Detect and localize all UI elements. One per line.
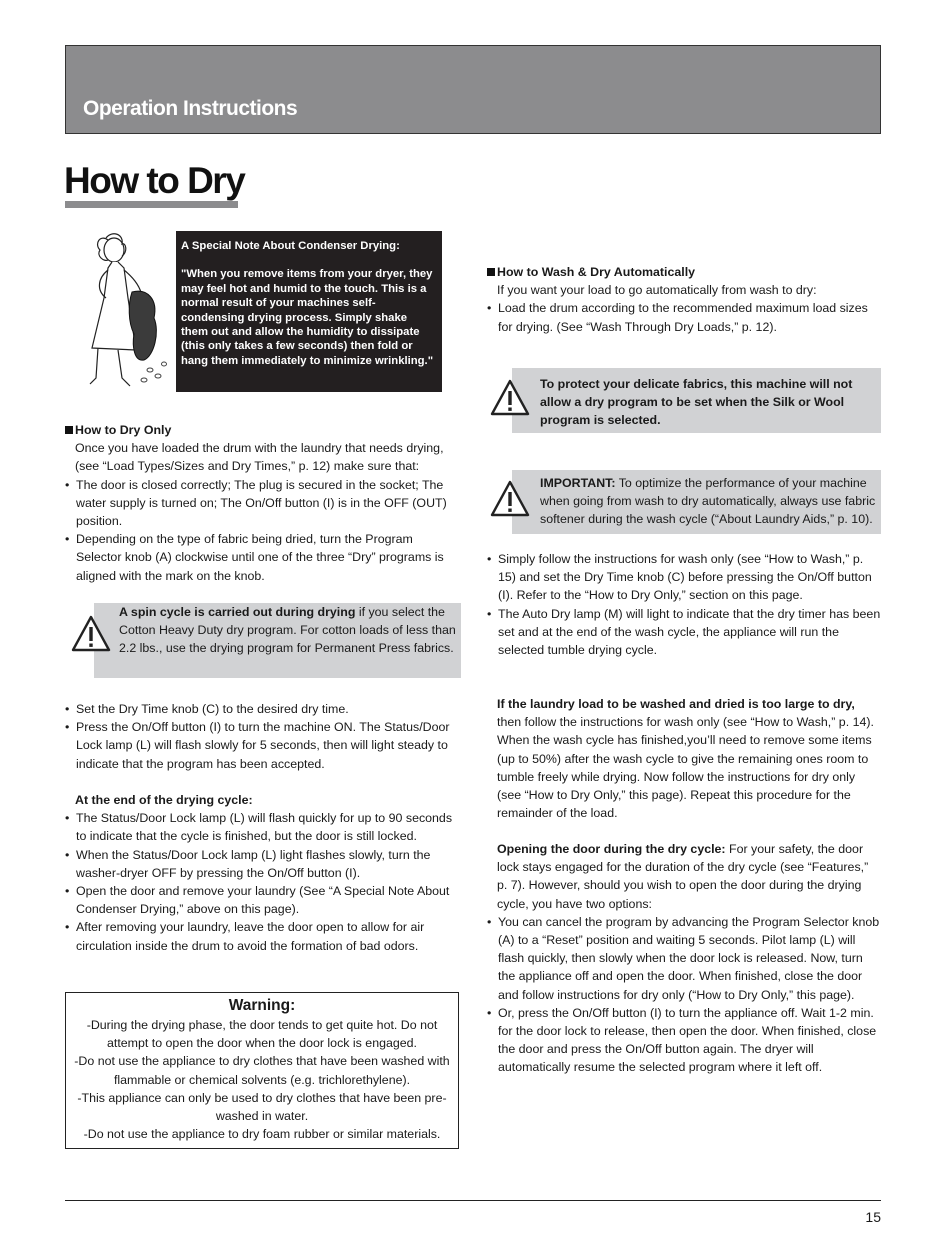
caution-text: if you select the Cotton Heavy Duty dry program. For cotton loads of less than 2.2 lbs., use the drying program for Permanent Press fabrics. [119,605,456,656]
special-note-body: "When you remove items from your dryer, they may feel hot and humid to the touch. This is a normal result of your machines self-condensing drying process. Simply shake them out and allow the humidity to dissipate (this only takes a few seconds) then fold or hang them immediately to minimize wrinkling." [181,268,434,367]
warning-triangle-icon [489,378,531,418]
delicate-fabrics-caution [512,368,881,433]
warning-line: -Do not use the appliance to dry clothes that have been washed with flammable or chemical solvents (e.g. trichlorethylene). [74,1054,450,1087]
spin-cycle-caution [94,603,461,678]
caution-text: To protect your delicate fabrics, this machine will not allow a dry program to be set when the Silk or Wool program is selected. [540,377,853,428]
list-item: • Load the drum according to the recommended maximum load sizes for drying. (See “Wash Through Dry Loads,” p. 12). [487,299,881,335]
end-of-cycle-heading: At the end of the drying cycle: [75,793,253,807]
list-item: • Or, press the On/Off button (I) to turn the appliance off. Wait 1-2 min. for the door lock to release, then open the door. When finished, close the door and press the On/Off button again. The dryer will automatically resume the selected program where it left off. [487,1004,881,1077]
warning-box [65,992,459,1149]
warning-line: -Do not use the appliance to dry foam rubber or similar materials. [83,1127,441,1142]
dry-only-section [65,421,461,585]
list-item: • When the Status/Door Lock lamp (L) light flashes slowly, turn the washer-dryer OFF by pressing the On/Off button (I). [65,846,461,882]
dry-time-steps [65,700,461,773]
section-title: Operation Instructions [83,97,298,120]
list-item: • Set the Dry Time knob (C) to the desired dry time. [65,700,461,718]
end-of-cycle-section [65,791,461,955]
woman-with-laundry-illustration [78,228,176,393]
too-large-paragraph: If the laundry load to be washed and dried is too large to dry, then follow the instructions for wash only (see “How to Wash,” p. 14). When the wash cycle has finished,you’ll need to remove some items (up to 50%) after the wash cycle to give the remaining ones room to tumble freely while drying. Now follow the instructions for dry only (see “How to Dry Only,” this page). Repeat this procedure for the remainder of the load. [497,697,874,821]
list-item: • Press the On/Off button (I) to turn the machine ON. The Status/Door Lock lamp (L) will flash slowly for 5 seconds, then will light steady to indicate that the program has been accepted. [65,718,461,773]
dry-only-intro: Once you have loaded the drum with the laundry that needs drying, (see “Load Types/Sizes and Dry Times,” p. 12) make sure that: [75,441,444,474]
warning-triangle-icon [70,614,112,654]
caution-bold-text: A spin cycle is carried out during drying [119,605,356,619]
square-bullet-icon [65,426,73,434]
important-label: IMPORTANT: [540,476,616,490]
section-header-band [65,45,881,134]
too-large-load-section [487,695,881,822]
important-caution [512,470,881,534]
list-item: • Simply follow the instructions for wash only (see “How to Wash,” p. 15) and set the Dry Time knob (C) before pressing the On/Off button (I). Refer to the “How to Dry Only,” section on this page. [487,550,881,605]
wash-dry-steps [487,550,881,659]
opening-door-section [487,840,881,1077]
wash-dry-section [487,263,881,336]
dry-only-list [65,476,461,585]
caution-text: To optimize the performance of your machine when going from wash to dry automatically, always use fabric softener during the wash cycle (“About Laundry Aids,” p. 10). [540,476,876,527]
warning-line: -This appliance can only be used to dry clothes that have been pre-washed in water. [77,1090,447,1124]
list-item: • You can cancel the program by advancing the Program Selector knob (A) to a “Reset” position and waiting 5 seconds. Pilot lamp (L) will flash quickly, then slowly when the door lock is released. Now, turn the appliance off and open the door. When finished, close the door and follow instructions for dry only (“How to Dry Only,” this page). [487,913,881,1004]
list-item: • After removing your laundry, leave the door open to allow for air circulation inside the drum to avoid the formation of bad odors. [65,918,461,954]
special-note-box [176,231,442,392]
list-item: • Depending on the type of fabric being dried, turn the Program Selector knob (A) clockwise until one of the three “Dry” programs is aligned with the mark on the knob. [65,530,461,585]
list-item: • Open the door and remove your laundry (See “A Special Note About Condenser Drying,” above on this page). [65,882,461,918]
wash-dry-heading: How to Wash & Dry Automatically [487,263,881,281]
warning-triangle-icon [489,479,531,519]
wash-dry-intro: If you want your load to go automatically from wash to dry: [497,283,817,298]
title-underline [65,201,238,208]
square-bullet-icon [487,268,495,276]
opening-door-paragraph: Opening the door during the dry cycle: For your safety, the door lock stays engaged for the duration of the dry cycle (see “Features,” p. 7). However, should you wish to open the door during the drying cycle, you have two options: [497,842,869,911]
list-item: • The Auto Dry lamp (M) will light to indicate that the dry timer has been set and at the end of the wash cycle, the appliance will run the selected tumble drying cycle. [487,605,881,660]
page-number: 15 [865,1209,881,1225]
dry-only-heading: How to Dry Only [65,421,461,439]
warning-line: -During the drying phase, the door tends to get quite hot. Do not attempt to open the door when the door lock is engaged. [86,1018,438,1051]
page-title: How to Dry [64,160,245,201]
footer-rule [65,1200,881,1201]
list-item: • The door is closed correctly; The plug is secured in the socket; The water supply is turned on; The On/Off button (I) is in the OFF (OUT) position. [65,476,461,531]
special-note-heading: A Special Note About Condenser Drying: [181,240,400,252]
warning-title: Warning: [228,997,296,1014]
list-item: • The Status/Door Lock lamp (L) will flash quickly for up to 90 seconds to indicate that the cycle is finished, but the door is still locked. [65,809,461,845]
